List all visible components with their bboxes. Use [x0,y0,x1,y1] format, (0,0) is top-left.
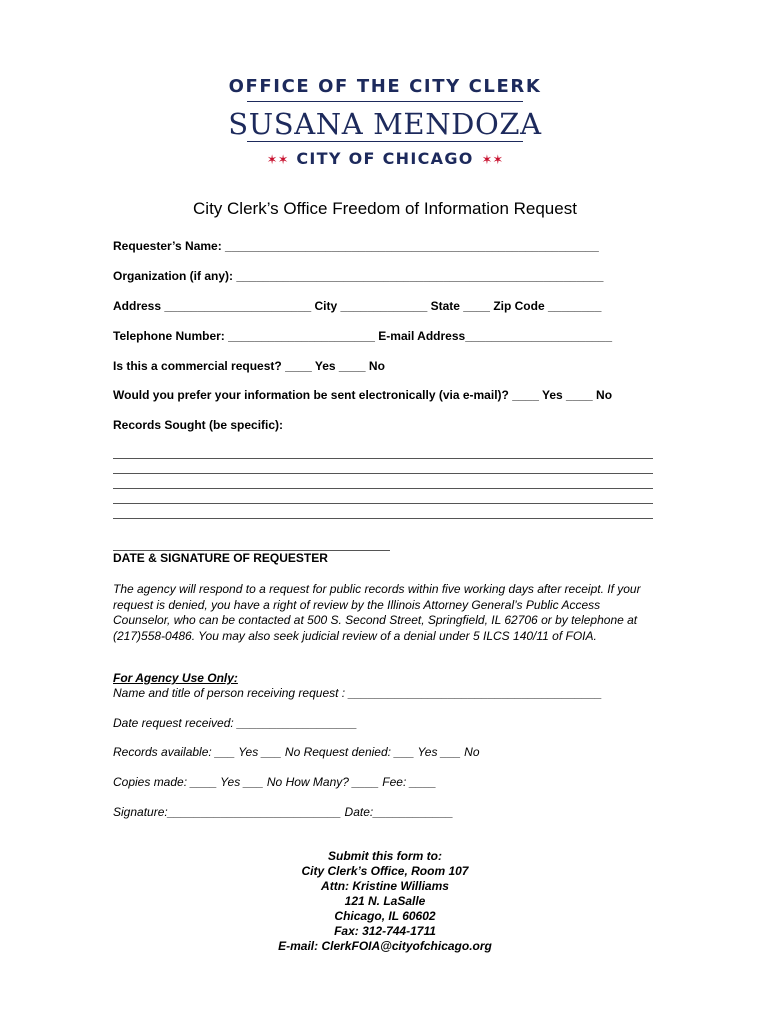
telephone-email-row[interactable]: Telephone Number: ______________________ E-mail Address______________________ [113,329,613,343]
agency-use-heading: For Agency Use Only: [113,671,238,685]
copies-made-field[interactable]: Copies made: ____ Yes ___ No How Many? ____ Fee: ____ [113,775,437,789]
submit-fax: Fax: 312-744-1711 [334,924,436,938]
signature-label: DATE & SIGNATURE OF REQUESTER [113,551,328,565]
office-title: OFFICE OF THE CITY CLERK [228,76,542,97]
date-received-field[interactable]: Date request received: __________________ [113,716,358,730]
electronic-delivery-question[interactable]: Would you prefer your information be sent electronically (via e-mail)? ____ Yes ____ No [113,388,613,402]
submit-attention: Attn: Kristine Williams [321,879,449,893]
document-title: City Clerk’s Office Freedom of Information Request [193,199,577,218]
logo-divider [247,141,523,142]
review-rights-notice: The agency will respond to a request for public records within five working days after receipt. If your request is denied, you have a right of review by the Illinois Attorney General’s Public Access Counselor, who can be contacted at 500 S. Second Street, Springfield, IL 62706 or by telephone at (217)558-0486. You may also seek judicial review of a denial under 5 ILCS 140/11 of FOIA. [113,582,641,643]
records-sought-line[interactable] [113,458,653,459]
logo-divider [247,101,523,102]
address-row[interactable]: Address ______________________ City _____________ State ____ Zip Code ________ [113,299,602,313]
star-icon: ✶✶ [266,153,289,168]
requester-name-field[interactable]: Requester’s Name: ________________________________________________________ [113,239,599,253]
submit-city: Chicago, IL 60602 [334,909,436,923]
submit-office: City Clerk’s Office, Room 107 [301,864,469,878]
submit-address-block [0,849,770,954]
organization-field[interactable]: Organization (if any): _______________________________________________________ [113,269,604,283]
submit-email: E-mail: ClerkFOIA@cityofchicago.org [278,939,492,953]
records-available-field[interactable]: Records available: ___ Yes ___ No Request denied: ___ Yes ___ No [113,745,480,759]
city-banner [0,149,770,168]
agency-signature-field[interactable]: Signature:__________________________ Date:____________ [113,805,454,819]
records-sought-line[interactable] [113,503,653,504]
records-sought-line[interactable] [113,473,653,474]
records-sought-line[interactable] [113,488,653,489]
records-sought-line[interactable] [113,518,653,519]
submit-heading: Submit this form to: [328,849,442,863]
records-sought-label: Records Sought (be specific): [113,418,284,432]
commercial-request-question[interactable]: Is this a commercial request? ____ Yes ____ No [113,359,385,373]
city-name: CITY OF CHICAGO [296,149,474,168]
submit-street: 121 N. LaSalle [344,894,426,908]
star-icon: ✶✶ [481,153,504,168]
clerk-name: SUSANA MENDOZA [228,107,542,141]
receiver-name-title-field[interactable]: Name and title of person receiving request : ______________________________________ [113,686,603,700]
